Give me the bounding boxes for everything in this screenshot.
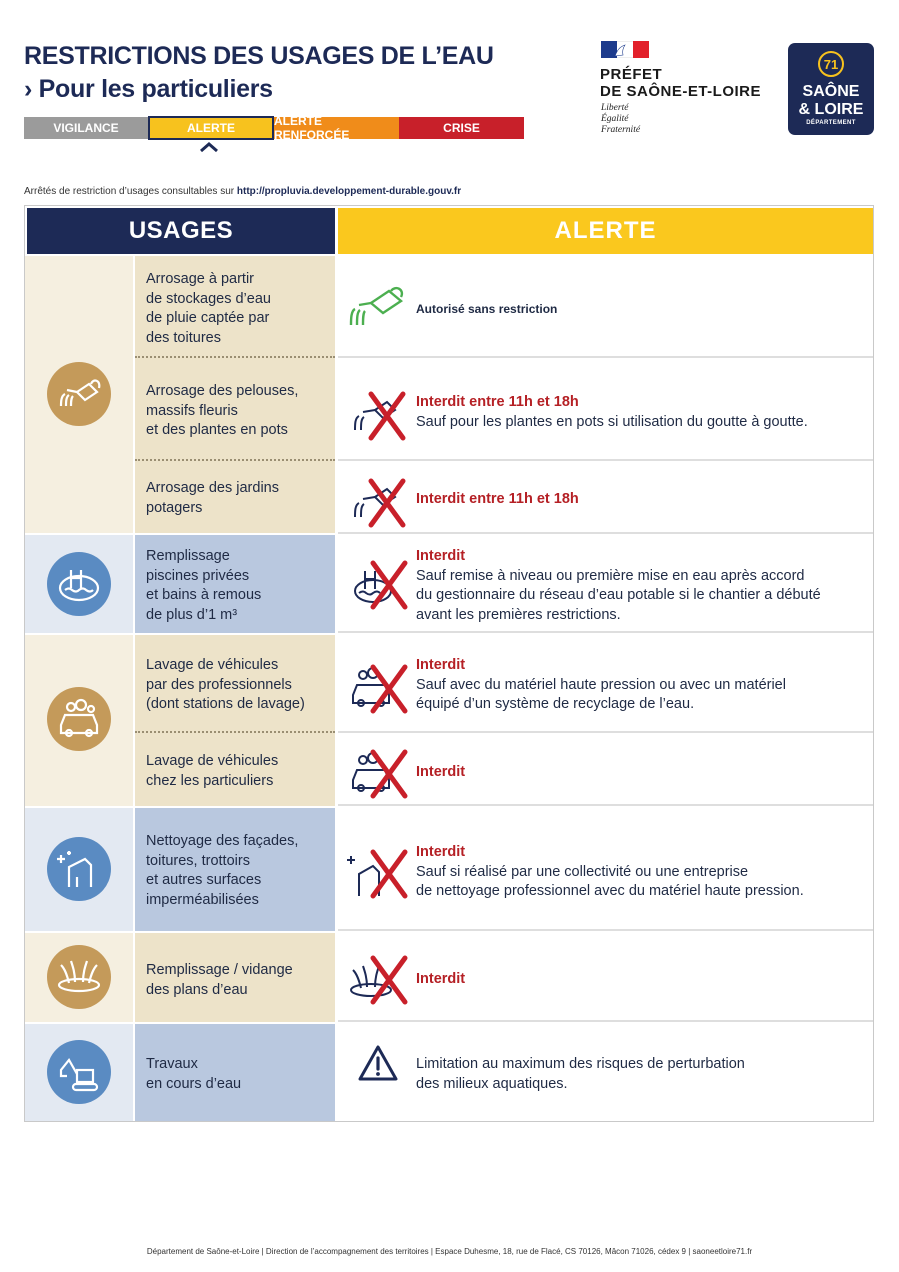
usage-nettoyage: Nettoyage des façades, toitures, trottoirs et autres surfaces imperméabilisées — [146, 833, 299, 908]
watering-can-allowed-icon — [343, 285, 413, 331]
status-row-0: Autorisé sans restriction — [416, 302, 558, 316]
cleaning-forbidden-icon — [345, 846, 411, 900]
column-header-usages: USAGES — [27, 208, 335, 254]
source-note — [24, 186, 461, 197]
pond-forbidden-icon — [345, 952, 411, 1006]
row-divider — [135, 459, 335, 461]
car-wash-forbidden-icon — [345, 746, 411, 800]
dept-name-line2: & LOIRE — [798, 101, 864, 118]
group-arrosage-icon-cell — [25, 256, 133, 533]
status-row-4: Interdit Sauf avec du matériel haute pression ou avec un matériel équipé d’un système de recyclage de l’eau. — [416, 657, 786, 712]
excavator-icon — [47, 1040, 111, 1104]
active-level-caret-icon — [198, 141, 220, 153]
watering-can-circle — [47, 362, 111, 426]
watering-forbidden-icon — [345, 475, 411, 529]
group-plans-eau-icon-cell — [25, 933, 133, 1022]
group-travaux-icon-cell — [25, 1024, 133, 1121]
motto-liberte: Liberté — [601, 103, 629, 113]
group-nettoyage-icon-cell — [25, 808, 133, 931]
group-piscine-icon-cell — [25, 535, 133, 633]
page-subtitle: › Pour les particuliers — [24, 75, 273, 103]
pool-forbidden-icon — [345, 557, 411, 611]
restrictions-table — [24, 205, 874, 1122]
motto-fraternite: Fraternité — [601, 125, 641, 135]
level-alerte-renforcee: ALERTE RENFORCÉE — [274, 117, 399, 139]
pond-icon — [47, 945, 111, 1009]
row-divider — [135, 731, 335, 733]
car-wash-forbidden-icon — [345, 661, 411, 715]
source-text: Arrêtés de restriction d’usages consultables sur — [24, 186, 237, 197]
excavator-circle — [47, 1040, 111, 1104]
dept-name-line1: SAÔNE — [802, 83, 860, 100]
prefet-department: DE SAÔNE-ET-LOIRE — [600, 83, 762, 100]
prefet-title: PRÉFET — [600, 66, 663, 83]
status-row-5: Interdit — [416, 764, 466, 780]
status-row-1: Interdit entre 11h et 18h Sauf pour les plantes en pots si utilisation du goutte à goutte. — [416, 394, 808, 430]
level-vigilance: VIGILANCE — [24, 117, 148, 139]
usage-lavage-particuliers: Lavage de véhicules chez les particuliers — [146, 753, 279, 789]
usage-plans-eau: Remplissage / vidange des plans d’eau — [146, 962, 293, 998]
usage-arrosage-pelouses: Arrosage des pelouses, massifs fleuris et des plantes en pots — [146, 383, 299, 438]
pool-circle — [47, 552, 111, 616]
usage-lavage-pro: Lavage de véhicules par des professionnels (dont stations de lavage) — [146, 657, 305, 712]
car-wash-circle — [47, 687, 111, 751]
dept-label: DÉPARTEMENT — [806, 120, 856, 126]
status-row-6: Interdit Sauf si réalisé par une collectivité ou une entreprise de nettoyage professionnel avec du matériel haute pression. — [416, 844, 804, 899]
svg-text:71: 71 — [823, 57, 839, 72]
usage-arrosage-pluie: Arrosage à partir de stockages d’eau de pluie captée par des toitures — [146, 271, 271, 346]
facade-cleaning-icon — [47, 837, 111, 901]
car-wash-icon — [47, 687, 111, 751]
status-row-3: Interdit Sauf remise à niveau ou première mise en eau après accord du gestionnaire du réseau d’eau potable si le chantier a débuté avant les premières restrictions. — [416, 548, 821, 623]
watering-forbidden-icon — [345, 388, 411, 442]
status-row-8: Limitation au maximum des risques de perturbation des milieux aquatiques. — [416, 1056, 745, 1092]
warning-icon — [357, 1044, 399, 1082]
footer: Département de Saône-et-Loire | Direction de l’accompagnement des territoires | Espace Duhesme, 18, rue de Flacé, CS 70126, Mâcon 71026, cédex 9 | saoneetloire71.fr — [146, 1247, 753, 1256]
department-logo — [788, 43, 874, 135]
level-crise: CRISE — [399, 117, 524, 139]
page-title: RESTRICTIONS DES USAGES DE L’EAU — [24, 42, 494, 70]
status-row-2: Interdit entre 11h et 18h — [416, 491, 579, 507]
cleaning-circle — [47, 837, 111, 901]
source-link[interactable]: http://propluvia.developpement-durable.gouv.fr — [236, 186, 462, 197]
usage-piscines: Remplissage piscines privées et bains à remous de plus d’1 m³ — [146, 548, 262, 623]
alert-level-scale — [24, 114, 524, 142]
pond-circle — [47, 945, 111, 1009]
watering-can-icon — [47, 362, 111, 426]
dept-71-icon — [817, 50, 845, 78]
french-flag-icon — [601, 41, 649, 58]
level-alerte: ALERTE — [148, 116, 274, 140]
group-vehicules-icon-cell — [25, 635, 133, 806]
usage-travaux: Travaux en cours d’eau — [146, 1056, 242, 1092]
row-divider — [135, 356, 335, 358]
motto-egalite: Égalité — [601, 114, 629, 124]
swimming-pool-icon — [47, 552, 111, 616]
marianne-icon — [611, 43, 629, 57]
status-row-7: Interdit — [416, 971, 466, 987]
usage-arrosage-potagers: Arrosage des jardins potagers — [146, 480, 279, 516]
column-header-alerte: ALERTE — [338, 208, 873, 254]
